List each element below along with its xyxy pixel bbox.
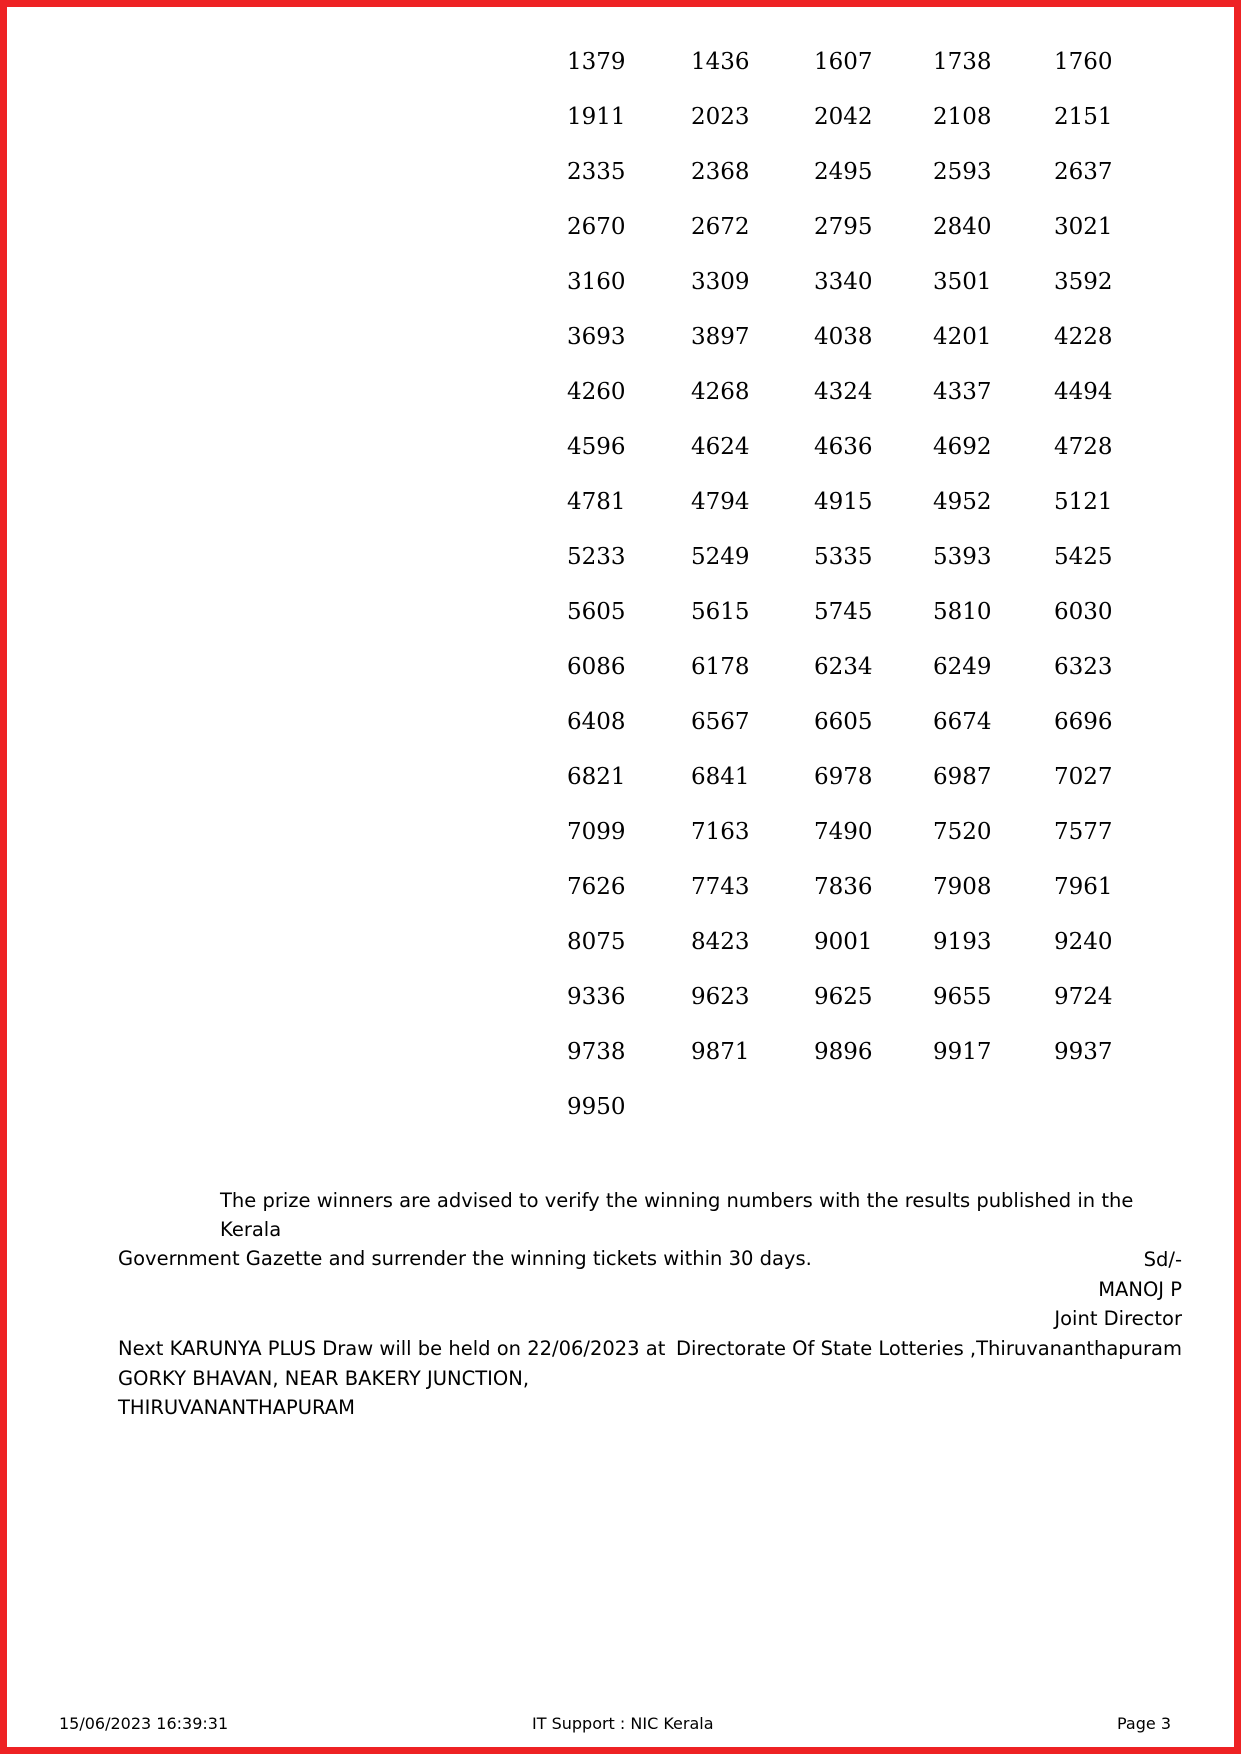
- winning-number: 3501: [933, 269, 992, 295]
- number-row: [567, 44, 1117, 99]
- winning-number: 9240: [1054, 929, 1113, 955]
- winning-number: 9937: [1054, 1039, 1113, 1065]
- winning-number: 2495: [814, 159, 873, 185]
- number-row: [567, 374, 1117, 429]
- winning-number: 2840: [933, 214, 992, 240]
- winning-number: 4781: [567, 489, 626, 515]
- winning-number: 4337: [933, 379, 992, 405]
- winning-number: 6674: [933, 709, 992, 735]
- winning-number: 9655: [933, 984, 992, 1010]
- winning-number: 5393: [933, 544, 992, 570]
- footer-page-number: Page 3: [1117, 1714, 1171, 1733]
- next-draw-line-2: GORKY BHAVAN, NEAR BAKERY JUNCTION,: [118, 1366, 530, 1390]
- winning-number: 8075: [567, 929, 626, 955]
- winning-number: 6567: [691, 709, 750, 735]
- winning-number: 7099: [567, 819, 626, 845]
- winning-number: 1738: [933, 49, 992, 75]
- winning-number: 4596: [567, 434, 626, 460]
- winning-number: 5745: [814, 599, 873, 625]
- number-row: [567, 154, 1117, 209]
- number-row: [567, 484, 1117, 539]
- winning-number: 2368: [691, 159, 750, 185]
- signature-block: [676, 1245, 1182, 1363]
- number-row: [567, 99, 1117, 154]
- winning-number: 4494: [1054, 379, 1113, 405]
- winning-number: 7961: [1054, 874, 1113, 900]
- winning-number: 2795: [814, 214, 873, 240]
- winning-number: 9871: [691, 1039, 750, 1065]
- winning-number: 7743: [691, 874, 750, 900]
- number-row: [567, 924, 1117, 979]
- winning-number: 4692: [933, 434, 992, 460]
- winning-number: 4636: [814, 434, 873, 460]
- winning-number: 2042: [814, 104, 873, 130]
- winning-number: 6978: [814, 764, 873, 790]
- winning-number: 1436: [691, 49, 750, 75]
- winning-number: 4228: [1054, 324, 1113, 350]
- signatory-name: MANOJ P: [1098, 1277, 1182, 1301]
- signatory-office: Directorate Of State Lotteries ,Thiruvananthapuram: [676, 1336, 1182, 1360]
- winning-number: 4624: [691, 434, 750, 460]
- winning-number: 2637: [1054, 159, 1113, 185]
- winning-number: 2672: [691, 214, 750, 240]
- notice-line-2: Government Gazette and surrender the winning tickets within 30 days.: [118, 1247, 812, 1270]
- winning-number: 7836: [814, 874, 873, 900]
- winning-number: 1607: [814, 49, 873, 75]
- footer-timestamp: 15/06/2023 16:39:31: [59, 1714, 229, 1733]
- winning-number: 5233: [567, 544, 626, 570]
- next-draw-line-3: THIRUVANANTHAPURAM: [118, 1396, 355, 1419]
- winning-number: 3021: [1054, 214, 1113, 240]
- winning-numbers-grid: [567, 44, 1117, 1144]
- winning-number: 3592: [1054, 269, 1113, 295]
- winning-number: 5810: [933, 599, 992, 625]
- number-row: [567, 869, 1117, 924]
- winning-number: 9625: [814, 984, 873, 1010]
- number-row: [567, 209, 1117, 264]
- winning-number: 5121: [1054, 489, 1113, 515]
- notice-line-1: The prize winners are advised to verify the winning numbers with the results published in the Kerala: [220, 1189, 1134, 1241]
- winning-number: 3309: [691, 269, 750, 295]
- winning-number: 5335: [814, 544, 873, 570]
- winning-number: 2335: [567, 159, 626, 185]
- winning-number: 3340: [814, 269, 873, 295]
- winning-number: 6605: [814, 709, 873, 735]
- winning-number: 4038: [814, 324, 873, 350]
- number-row: [567, 319, 1117, 374]
- winning-number: 4915: [814, 489, 873, 515]
- winning-number: 6249: [933, 654, 992, 680]
- winning-number: 7490: [814, 819, 873, 845]
- number-row: [567, 704, 1117, 759]
- winning-number: 9336: [567, 984, 626, 1010]
- winning-number: 9193: [933, 929, 992, 955]
- signatory-designation: Joint Director: [1054, 1307, 1182, 1330]
- winning-number: 3160: [567, 269, 626, 295]
- next-draw-info: [118, 1334, 678, 1423]
- number-row: [567, 429, 1117, 484]
- winning-number: 6030: [1054, 599, 1113, 625]
- winning-number: 2151: [1054, 104, 1113, 130]
- winning-number: 9001: [814, 929, 873, 955]
- winning-number: 6408: [567, 709, 626, 735]
- number-row: [567, 539, 1117, 594]
- winning-number: 9896: [814, 1039, 873, 1065]
- winning-number: 4794: [691, 489, 750, 515]
- winning-number: 3693: [567, 324, 626, 350]
- winning-number: 8423: [691, 929, 750, 955]
- winning-number: 7577: [1054, 819, 1113, 845]
- winning-number: 6086: [567, 654, 626, 680]
- winning-number: 6696: [1054, 709, 1113, 735]
- number-row: [567, 759, 1117, 814]
- number-row: [567, 594, 1117, 649]
- winning-number: 6323: [1054, 654, 1113, 680]
- next-draw-line-1: Next KARUNYA PLUS Draw will be held on 22/06/2023 at: [118, 1337, 666, 1360]
- number-row: [567, 979, 1117, 1034]
- winning-number: 4268: [691, 379, 750, 405]
- winning-number: 9738: [567, 1039, 626, 1065]
- winning-number: 1760: [1054, 49, 1113, 75]
- winning-number: 5249: [691, 544, 750, 570]
- winning-number: 2670: [567, 214, 626, 240]
- winning-number: 5615: [691, 599, 750, 625]
- winning-number: 4201: [933, 324, 992, 350]
- number-row: [567, 649, 1117, 704]
- number-row: [567, 1089, 1117, 1144]
- winning-number: 5605: [567, 599, 626, 625]
- winning-number: 6987: [933, 764, 992, 790]
- winning-number: 5425: [1054, 544, 1113, 570]
- winning-number: 2593: [933, 159, 992, 185]
- winning-number: 7908: [933, 874, 992, 900]
- winning-number: 2023: [691, 104, 750, 130]
- winning-number: 6821: [567, 764, 626, 790]
- winning-number: 6178: [691, 654, 750, 680]
- winning-number: 9623: [691, 984, 750, 1010]
- winning-number: 4728: [1054, 434, 1113, 460]
- winning-number: 2108: [933, 104, 992, 130]
- winning-number: 1911: [567, 104, 626, 130]
- number-row: [567, 264, 1117, 319]
- number-row: [567, 814, 1117, 869]
- winning-number: 7626: [567, 874, 626, 900]
- winning-number: 1379: [567, 49, 626, 75]
- footer-support: IT Support : NIC Kerala: [532, 1714, 714, 1733]
- winning-number: 6841: [691, 764, 750, 790]
- signature-sd: Sd/-: [1143, 1248, 1182, 1271]
- winning-number: 4260: [567, 379, 626, 405]
- winning-number: 6234: [814, 654, 873, 680]
- winning-number: 9950: [567, 1094, 626, 1120]
- winning-number: 9724: [1054, 984, 1113, 1010]
- winning-number: 7520: [933, 819, 992, 845]
- winning-number: 7027: [1054, 764, 1113, 790]
- winning-number: 4952: [933, 489, 992, 515]
- winning-number: 9917: [933, 1039, 992, 1065]
- winning-number: 3897: [691, 324, 750, 350]
- number-row: [567, 1034, 1117, 1089]
- winning-number: 7163: [691, 819, 750, 845]
- winning-number: 4324: [814, 379, 873, 405]
